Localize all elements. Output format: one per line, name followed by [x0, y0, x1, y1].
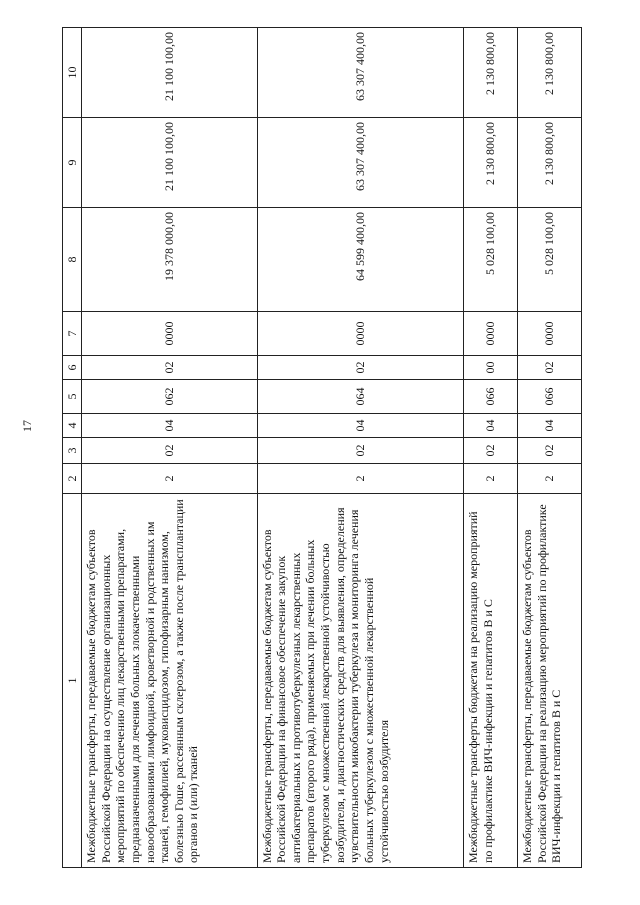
cell-col-7: 0000 — [82, 312, 258, 356]
column-header-4: 4 — [63, 414, 82, 438]
column-header-3: 3 — [63, 438, 82, 464]
table-row — [517, 28, 581, 868]
row-description: Межбюджетные трансферты, передаваемые бюджетам субъектов Российской Федерации на осуществление организационных мероприятий по обеспечению лиц лекарственными препаратами, предназначенными для лечения больных злокачественными новообразованиями лимфоидной, кроветворной и родственных им тканей, гемофилией, муковисцидозом, гипофизарным нанизмом, болезнью Гоше, рассеянным склерозом, а также после трансплантации органов и (или) тканей — [82, 494, 258, 868]
column-header-1: 1 — [63, 494, 82, 868]
cell-col-2: 2 — [464, 464, 518, 494]
column-header-5: 5 — [63, 380, 82, 414]
cell-amount-8: 64 599 400,00 — [257, 208, 464, 312]
cell-col-2: 2 — [517, 464, 581, 494]
column-header-8: 8 — [63, 208, 82, 312]
column-header-6: 6 — [63, 356, 82, 380]
cell-amount-10: 63 307 400,00 — [257, 28, 464, 118]
cell-col-4: 04 — [464, 414, 518, 438]
row-description: Межбюджетные трансферты, передаваемые бюджетам субъектов Российской Федерации на реализацию мероприятий по профилактике ВИЧ-инфекции и гепатитов В и С — [517, 494, 581, 868]
cell-col-6: 02 — [257, 356, 464, 380]
table-row — [257, 28, 464, 868]
cell-col-5: 066 — [517, 380, 581, 414]
cell-amount-8: 5 028 100,00 — [464, 208, 518, 312]
cell-col-5: 064 — [257, 380, 464, 414]
cell-amount-9: 63 307 400,00 — [257, 118, 464, 208]
cell-col-2: 2 — [257, 464, 464, 494]
cell-col-6: 02 — [82, 356, 258, 380]
budget-table — [62, 27, 582, 868]
cell-col-7: 0000 — [257, 312, 464, 356]
cell-col-5: 062 — [82, 380, 258, 414]
cell-col-3: 02 — [82, 438, 258, 464]
cell-col-4: 04 — [82, 414, 258, 438]
cell-col-7: 0000 — [517, 312, 581, 356]
header-row — [63, 28, 82, 868]
cell-amount-8: 5 028 100,00 — [517, 208, 581, 312]
cell-amount-8: 19 378 000,00 — [82, 208, 258, 312]
cell-amount-10: 2 130 800,00 — [464, 28, 518, 118]
cell-amount-10: 2 130 800,00 — [517, 28, 581, 118]
cell-col-4: 04 — [517, 414, 581, 438]
row-description: Межбюджетные трансферты бюджетам на реализацию мероприятий по профилактике ВИЧ-инфекции и гепатитов В и С — [464, 494, 518, 868]
cell-col-5: 066 — [464, 380, 518, 414]
column-header-2: 2 — [63, 464, 82, 494]
budget-table-wrapper — [62, 28, 582, 868]
cell-col-6: 00 — [464, 356, 518, 380]
cell-col-6: 02 — [517, 356, 581, 380]
row-description: Межбюджетные трансферты, передаваемые бюджетам субъектов Российской Федерации на финансовое обеспечение закупок антибактериальных и противотуберкулезных лекарственных препаратов (второго ряда), применяемых при лечении больных туберкулезом с множественной лекарственной устойчивостью возбудителя, и диагностических средств для выявления, определения чувствительности микобактерии туберкулеза и мониторинга лечения больных туберкулезом с множественной лекарственной устойчивостью возбудителя — [257, 494, 464, 868]
column-header-7: 7 — [63, 312, 82, 356]
page-number: 17 — [20, 420, 34, 432]
column-header-10: 10 — [63, 28, 82, 118]
table-row — [82, 28, 258, 868]
cell-col-3: 02 — [517, 438, 581, 464]
cell-col-3: 02 — [464, 438, 518, 464]
cell-amount-10: 21 100 100,00 — [82, 28, 258, 118]
column-header-9: 9 — [63, 118, 82, 208]
cell-col-2: 2 — [82, 464, 258, 494]
cell-col-4: 04 — [257, 414, 464, 438]
cell-col-3: 02 — [257, 438, 464, 464]
cell-col-7: 0000 — [464, 312, 518, 356]
table-row — [464, 28, 518, 868]
cell-amount-9: 2 130 800,00 — [517, 118, 581, 208]
cell-amount-9: 2 130 800,00 — [464, 118, 518, 208]
cell-amount-9: 21 100 100,00 — [82, 118, 258, 208]
